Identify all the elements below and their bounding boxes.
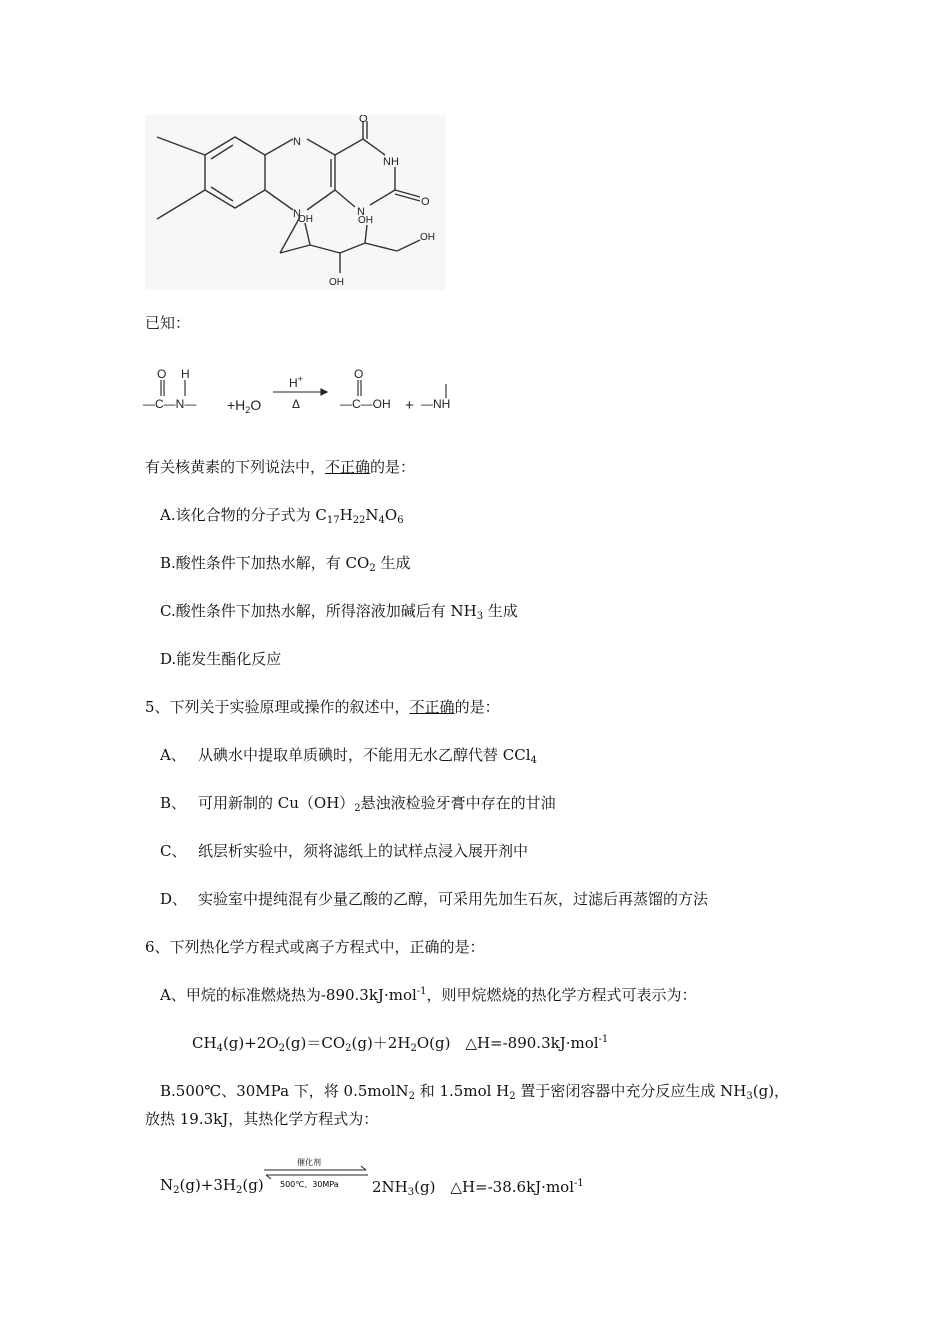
q4-option-a[interactable]: A.该化合物的分子式为 $C_{17}H_{22}N_4O_6$ (160, 506, 404, 526)
atom-label: OH (329, 277, 344, 288)
amide-hydrolysis-reaction (143, 362, 473, 422)
q4-option-c[interactable]: C.酸性条件下加热水解，所得溶液加碱后有 $NH_3$ 生成 (160, 602, 518, 622)
q4-stem: 有关核黄素的下列说法中，不正确的是： (145, 458, 416, 476)
product-o: O (354, 367, 364, 381)
catalyst-heat: Δ (292, 397, 301, 411)
atom-label: OH (298, 214, 313, 225)
q6-option-b-line1[interactable]: B.500℃、30MPa 下，将 0.5molN$_2$ 和 1.5mol $H_2$ 置于密闭容器中充分反应生成 $NH_3(g)$， (160, 1082, 790, 1102)
q6-equation-1: $CH_4(g)+2O_2(g)=CO_2(g)+2H_2O(g)$ △H=-890.3kJ·mol$^{-1}$ (192, 1034, 609, 1054)
atom-label: N (357, 206, 365, 218)
product-acid: —C—OH (340, 397, 391, 411)
catalyst-plus: + (297, 374, 303, 384)
q6-stem: 6、下列热化学方程式或离子方程式中，正确的是： (145, 938, 485, 956)
reactant-o: O (157, 367, 167, 381)
q5-option-a[interactable]: A、 从碘水中提取单质碘时，不能用无水乙醇代替 CCl$_4$ (160, 746, 537, 766)
arrow-catalyst: 催化剂 (297, 1158, 321, 1167)
equilibrium-arrow (260, 1156, 372, 1196)
q6-option-a[interactable]: A、甲烷的标准燃烧热为-890.3kJ·mol$^{-1}$，则甲烷燃烧的热化学方程式可表示为： (160, 986, 697, 1004)
q6-equation-2: $N_2(g)+3H_2(g)$ 催化剂 500℃、30MPa $2NH_3(g)$ △H=-38.6kJ·mol$^{-1}$ (160, 1158, 584, 1198)
atom-label: O (421, 196, 430, 208)
atom-label: O (359, 115, 368, 125)
water-sub: 2 (245, 405, 251, 415)
atom-label: N (293, 136, 301, 148)
water-end: O (250, 397, 262, 413)
atom-label: NH (383, 156, 399, 168)
product-amine: —NH (421, 397, 451, 411)
atom-label: N (293, 208, 301, 220)
q5-option-d[interactable]: D、 实验室中提纯混有少量乙酸的乙醇，可采用先加生石灰，过滤后再蒸馏的方法 (160, 890, 709, 908)
svg-text:+H2O (227, 397, 261, 415)
q4-option-d[interactable]: D.能发生酯化反应 (160, 650, 282, 668)
reactant-chain: —C—N— (143, 397, 197, 411)
q5-option-c[interactable]: C、 纸层析实验中，须将滤纸上的试样点浸入展开剂中 (160, 842, 529, 860)
atom-label: OH (420, 232, 435, 243)
atom-label: OH (358, 215, 373, 226)
arrow-conditions: 500℃、30MPa (280, 1180, 339, 1189)
reactant-h: H (181, 367, 190, 381)
q6-option-b-line2: 放热 19.3kJ，其热化学方程式为： (145, 1110, 379, 1128)
q5-stem: 5、下列关于实验原理或操作的叙述中，不正确的是： (145, 698, 500, 716)
q4-option-b[interactable]: B.酸性条件下加热水解，有 $CO_2$ 生成 (160, 554, 411, 574)
q4-underline: 不正确 (325, 458, 371, 476)
product-plus: + (405, 397, 414, 414)
known-label: 已知： (145, 314, 191, 332)
svg-text:H+ (289, 374, 303, 390)
q5-underline: 不正确 (409, 698, 455, 716)
riboflavin-structure-image (145, 115, 445, 290)
catalyst-h: H (289, 376, 298, 390)
q5-option-b[interactable]: B、 可用新制的 $Cu(OH)_2$悬浊液检验牙膏中存在的甘油 (160, 794, 556, 814)
plus-water: +H (227, 397, 246, 413)
